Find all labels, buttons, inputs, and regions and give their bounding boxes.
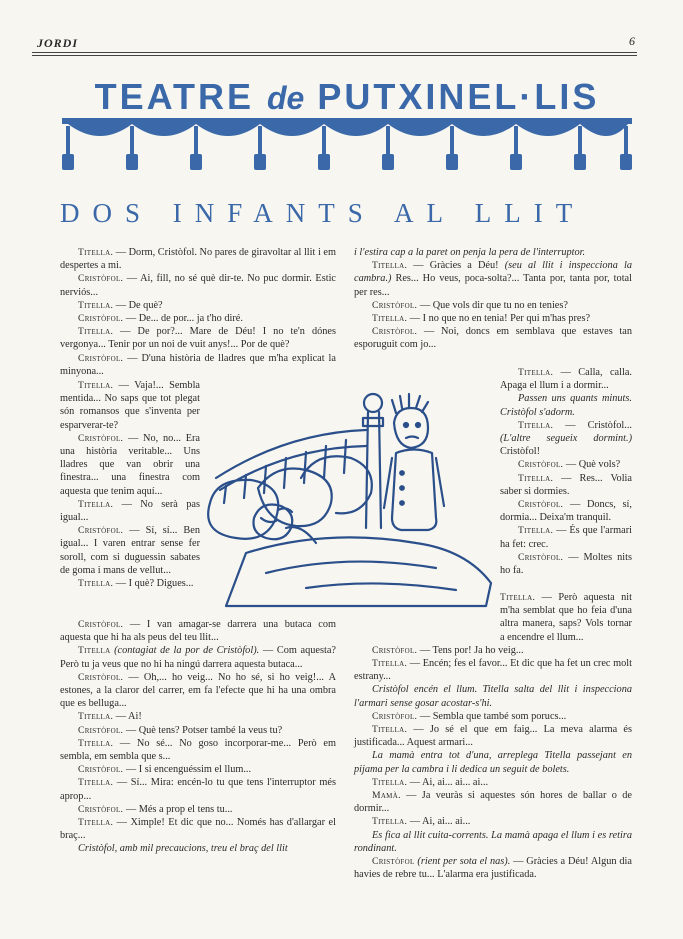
speaker: Titella. <box>78 380 114 391</box>
line-text: — Què vols? <box>563 459 621 471</box>
stage-direction: (rient per sota el nas). <box>414 856 511 868</box>
dialogue-line <box>354 776 632 789</box>
stage-direction: (seu al llit i inspecciona la cambra.) <box>354 260 632 285</box>
speaker: Cristòfol. <box>518 459 564 471</box>
speaker: Titella. <box>372 260 408 272</box>
line-text: — Ai, fill, no sé què dir-te. No puc dormir. Estic nerviós... <box>60 273 336 298</box>
speaker: Mamà. <box>372 790 401 802</box>
line-text: — I no que no en tenia! Per qui m'has pres? <box>407 313 591 325</box>
dialogue-line <box>500 551 632 577</box>
header-rule-2 <box>32 55 637 56</box>
line-text: — Però aquesta nit m'ha semblat que ho feia d'una altra manera, saps? Vols tornar a encendre el llum... <box>500 592 632 643</box>
dialogue-line <box>60 816 336 842</box>
dialogue-line <box>60 737 336 763</box>
line-text: — Ja veuràs si aquestes són hores de ballar o de dormir... <box>354 790 632 815</box>
line-text: — Què tens? Potser també la veus tu? <box>123 724 283 736</box>
speaker: Titella. <box>78 247 114 258</box>
dialogue-line <box>60 498 200 524</box>
stage-direction: Es fica al llit cuita-corrents. La mamà apaga el llum i es retira rondinant. <box>354 829 632 854</box>
dialogue-line <box>500 366 632 392</box>
stage-direction: (L'altre segueix dormint.) <box>500 433 632 445</box>
dialogue-line <box>354 312 632 325</box>
line-text: Res... Ho veus, poca-solta?... Tanta por, tanta por, total per res... <box>354 273 632 298</box>
line-text: — Calla, calla. Apaga el llum i a dormir... <box>500 367 632 392</box>
line-text: — Noi, doncs em semblava que estaves tan esporuguit com jo... <box>354 326 632 351</box>
left-column-bottom <box>60 618 336 856</box>
dialogue-line <box>60 710 336 723</box>
speaker: Titella. <box>372 816 408 828</box>
dialogue-line <box>60 763 336 776</box>
speaker: Cristòfol. <box>78 313 124 325</box>
line-text: — D'una història de lladres que m'ha explicat la minyona... <box>60 352 336 377</box>
speaker: Cristòfol. <box>372 710 418 722</box>
line-text: — Gràcies a Déu! <box>407 260 499 272</box>
right-column-bottom <box>354 591 632 881</box>
speaker: Titella. <box>78 578 114 590</box>
speaker: Cristòfol. <box>78 724 124 736</box>
dialogue-line <box>354 789 632 815</box>
masthead-title <box>62 76 632 116</box>
line-text: — Oh,... ho veig... No ho sé, si ho veig!... A estones, a la claror del carrer, em fa l'efecte que hi ha una ombra que es belluga... <box>60 671 336 710</box>
dialogue-line <box>60 803 336 816</box>
speaker: Cristòfol. <box>78 619 124 630</box>
dialogue-line <box>354 723 632 749</box>
stage-direction: Passen uns quants minuts. Cristòfol s'adorm. <box>500 393 632 418</box>
dialogue-line <box>500 472 632 498</box>
line-text: — De què? <box>113 299 163 311</box>
line-text: — Ai! <box>113 711 142 723</box>
line-text: — Ai, ai... ai... ai... <box>407 776 489 788</box>
line-text: — I si encenguéssim el llum... <box>123 764 252 776</box>
page-number: 6 <box>629 34 635 48</box>
speaker: Titella. <box>518 419 554 431</box>
speaker: Cristòfol. <box>78 525 124 537</box>
dialogue-line <box>60 299 336 312</box>
speaker: Titella. <box>518 525 554 537</box>
stage-direction: (contagiat de la por de Cristòfol). <box>110 645 260 657</box>
dialogue-line <box>354 657 632 683</box>
line-text: — Dorm, Cristòfol. No pares de giravoltar al llit i em despertes a mi. <box>60 247 336 272</box>
speaker: Titella. <box>372 776 408 788</box>
dialogue-line <box>60 618 336 644</box>
dialogue-line <box>60 272 336 298</box>
stage-direction: La mamà entra tot d'una, arreplega Titella passejant en pijama per la cambra i li dedica un seguit de bolets. <box>354 750 632 775</box>
speaker: Cristòfol. <box>78 352 124 364</box>
line-text: — Sembla que també som porucs... <box>417 710 567 722</box>
line-text: — És que l'armari ha fet: crec. <box>500 525 632 550</box>
dialogue-line <box>500 498 632 524</box>
speaker: Titella. <box>372 724 408 736</box>
speaker: Titella. <box>78 711 114 723</box>
line-text: — Tens por! Ja ho veig... <box>417 644 524 656</box>
stage-direction: Cristòfol encén el llum. Titella salta del llit i inspecciona l'armari sense gosar acostar-s'hi. <box>354 684 632 709</box>
dialogue-line <box>60 246 336 272</box>
masthead-de: de <box>266 80 305 116</box>
stage-direction: Cristòfol, amb mil precaucions, treu el braç del llit <box>78 843 288 855</box>
speaker: Titella. <box>78 737 114 749</box>
dialogue-line <box>60 724 336 737</box>
dialogue-line <box>60 379 200 432</box>
speaker: Cristòfol. <box>78 273 124 285</box>
speaker: Titella. <box>78 299 114 311</box>
line-text: — No serà pas igual... <box>60 498 200 524</box>
speaker: Cristòfol <box>372 856 415 868</box>
dialogue-line <box>500 419 632 459</box>
line-text: — Moltes nits ho fa. <box>500 551 632 577</box>
line-text: — Encén; fes el favor... Et dic que ha fet un crec molt estrany... <box>354 658 632 683</box>
dialogue-line <box>60 776 336 802</box>
dialogue-line <box>354 855 632 881</box>
speaker: Titella. <box>372 313 408 325</box>
masthead-part: TEATRE <box>94 76 267 117</box>
line-text: — Ximple! Et dic que no... Només has d'allargar el braç... <box>60 817 336 842</box>
dialogue-line <box>60 524 200 577</box>
dialogue-line <box>354 259 632 299</box>
line-text: — No sé... No goso incorporar-me... Però em sembla, em sembla que s... <box>60 737 336 763</box>
line-text: — Gràcies a Déu! Algun dia havies de rebre tu... L'alarma era justificada. <box>354 856 632 881</box>
speaker: Cristòfol. <box>372 299 418 311</box>
speaker: Cristòfol. <box>372 644 418 656</box>
dialogue-line <box>500 524 632 550</box>
speaker: Titella. <box>500 592 536 603</box>
speaker: Titella. <box>78 498 114 510</box>
dialogue-line <box>500 591 632 644</box>
speaker: Titella. <box>78 777 114 789</box>
dialogue-line <box>354 325 632 351</box>
line-text: — Ai, ai... ai... <box>407 816 471 828</box>
line-text: — Res... Volia saber si dormies. <box>500 472 632 497</box>
line-text: — Jo sé el que em faig... La meva alarma és justificada... Aquest armari... <box>354 724 632 749</box>
header-rule <box>32 52 637 53</box>
dialogue-line <box>60 577 200 590</box>
line-text: — I què? Digues... <box>113 578 194 590</box>
speaker: Cristòfol. <box>78 671 124 683</box>
line-text: — De... de por... ja t'ho diré. <box>123 313 243 325</box>
dialogue-line <box>60 671 336 711</box>
dialogue-line <box>354 299 632 312</box>
line-text: — I van amagar-se darrera una butaca com aquesta que hi ha als peus del teu llit... <box>60 619 336 644</box>
magazine-name: JORDI <box>37 36 79 50</box>
dialogue-line <box>60 352 336 378</box>
dialogue-line <box>60 644 336 670</box>
line-text: — Més a prop el tens tu... <box>123 803 233 815</box>
speaker: Titella. <box>518 367 554 378</box>
line-text: — Doncs, sí, dormia... Deixa'm tranquil. <box>500 499 632 524</box>
line-text: — Que vols dir que tu no en tenies? <box>417 299 568 311</box>
dialogue-line <box>354 710 632 723</box>
speaker: Titella <box>78 645 111 657</box>
speaker: Titella. <box>372 658 408 670</box>
speaker: Cristòfol. <box>518 499 564 511</box>
dialogue-line <box>354 644 632 657</box>
dialogue-line <box>60 325 336 351</box>
dialogue-line <box>60 432 200 498</box>
line-text: — Sí, sí... Ben igual... I varen entrar sense fer soroll, com si duguessin sabates de goma i mans de vellut... <box>60 525 200 576</box>
curtain-drape-ornament <box>62 118 632 178</box>
stage-direction: i l'estira cap a la paret on penja la pera de l'interruptor. <box>354 247 586 258</box>
speaker: Cristòfol. <box>518 551 564 563</box>
dialogue-line <box>60 312 336 325</box>
line-text: — De por?... Mare de Déu! I no te'n dónes vergonya... Tenir por un noi de vuit anys!... Por de què? <box>60 326 336 351</box>
line-text: — No, no... Era una història veritable... Uns lladres que van obrir una finestra... una finestra com aquesta que tenim aquí... <box>60 432 200 497</box>
line-text: — Sí... Mira: encén-lo tu que tens l'interruptor més aprop... <box>60 777 336 802</box>
line-text: Cristòfol! <box>500 446 541 458</box>
story-title: DOS INFANTS AL LLIT <box>60 198 586 228</box>
speaker: Cristòfol. <box>78 803 124 815</box>
left-column-narrow <box>60 379 200 590</box>
line-text: — Com aquesta? Però tu ja veus que no hi ha ningú darrera aquesta butaca... <box>60 645 336 670</box>
masthead-part: PUTXINEL·LIS <box>304 76 600 117</box>
speaker: Titella. <box>78 817 114 829</box>
right-column-top <box>354 246 632 352</box>
line-text: — Cristòfol... <box>553 419 632 431</box>
speaker: Titella. <box>78 326 114 338</box>
left-column-top <box>60 246 336 378</box>
speaker: Cristòfol. <box>78 764 124 776</box>
dialogue-line <box>500 458 632 471</box>
speaker: Cristòfol. <box>78 432 124 444</box>
line-text: — Vaja!... Sembla mentida... No saps que tot plegat són romansos que s'inventa per esparverar-te? <box>60 380 200 431</box>
speaker: Titella. <box>518 472 554 484</box>
speaker: Cristòfol. <box>372 326 418 338</box>
dialogue-line <box>354 815 632 828</box>
two-children-in-bed-drawing <box>206 378 496 608</box>
right-column-narrow <box>500 366 632 577</box>
